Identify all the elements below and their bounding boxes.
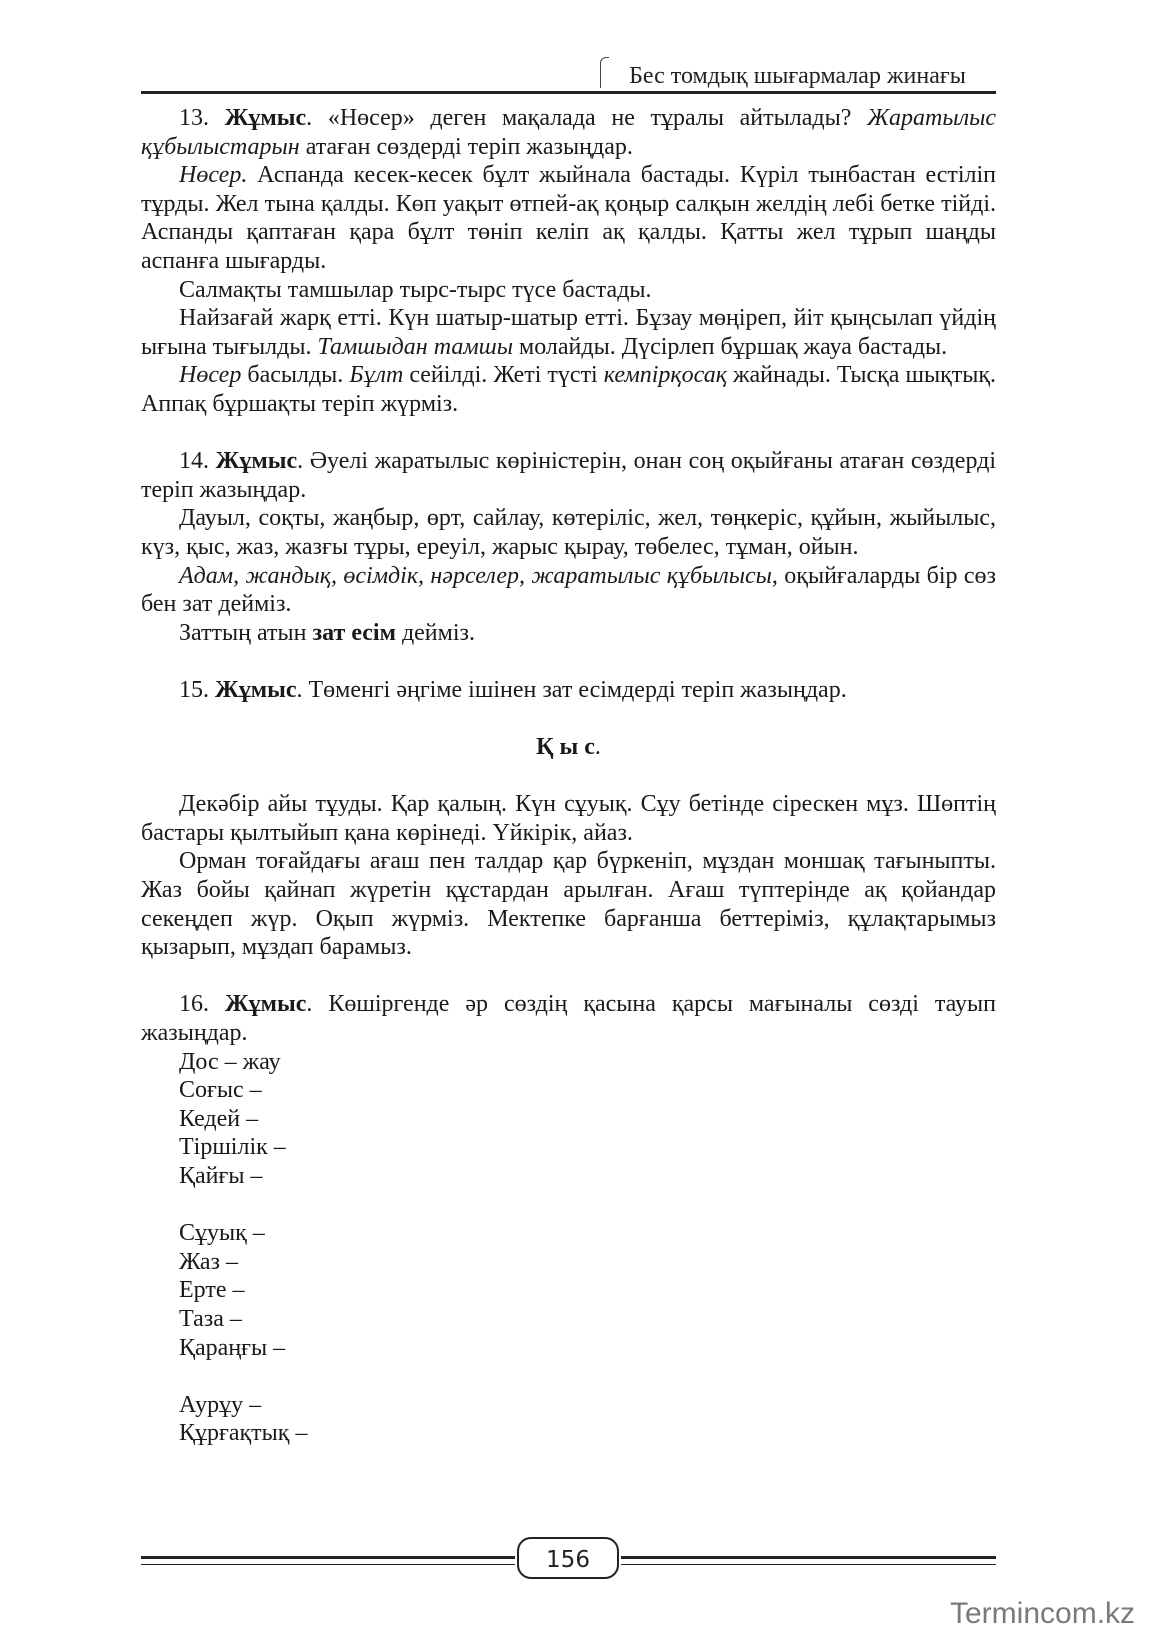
spacer: [141, 647, 996, 676]
spacer: [141, 962, 996, 991]
antonym-list-group-2: [141, 1219, 996, 1362]
task-13-instruction: 13. Жұмыс. «Нөсер» деген мақалада не тұралы айтылады? Жаратылыс құбылыстарын атаған сөздерді теріп жазыңдар.: [141, 105, 997, 160]
story-title: Қ ы с.: [536, 734, 601, 761]
task-14-instruction: 14. Жұмыс. Әуелі жаратылыс көріністерін, онан соң оқыйғаны атаған сөздерді теріп жазыңдар.: [141, 448, 997, 503]
spacer: [141, 762, 996, 791]
spacer: [141, 704, 996, 733]
list-item: Ерте –: [179, 1277, 245, 1304]
rule-paragraph: Заттың атын зат есім дейміз.: [179, 619, 475, 646]
story-paragraph: Нөсер. Аспанда кесек-кесек бұлт жыйнала бастады. Күріл тынбастан естіліп тұрды. Жел тына қалды. Көп уақыт өтпей-ақ қоңыр салқын желдің лебі бетке тійді. Аспанды қаптаған қара бұлт төніп келіп ақ қалды. Қатты жел тұрып шаңды аспанға шығарды.: [141, 162, 996, 274]
story-paragraph: Найзағай жарқ етті. Күн шатыр-шатыр етті. Бұзау мөңіреп, йіт қыңсылап үйдің ығына тығылды. Тамшыдан тамшы молайды. Дүсірлеп бұршақ жауа бастады.: [141, 305, 996, 360]
site-watermark: Termincom.kz: [950, 1597, 1136, 1630]
spacer: [141, 1191, 996, 1220]
story-paragraph: Салмақты тамшылар тырс-тырс түсе бастады.: [179, 276, 652, 303]
footer-rule-left: [141, 1556, 515, 1565]
story-paragraph: Орман тоғайдағы ағаш пен талдар қар бүркеніп, мұздан моншақ тағыныпты. Жаз бойы қайнап жүретін құстардан арылған. Ағаш түптерінде ақ қойандар секеңдеп жүр. Оқып жүрміз. Мектепке барғанша беттеріміз, құлақтарымыз қызарып, мұздап барамыз.: [141, 848, 996, 961]
list-item: Дос – жау: [179, 1048, 281, 1075]
spacer: [141, 1362, 996, 1391]
antonym-list-group-3: [141, 1391, 996, 1448]
task-label: Жұмыс: [215, 448, 298, 475]
list-item: Жаз –: [179, 1248, 239, 1275]
list-item: Қараңғы –: [179, 1334, 286, 1361]
task-16-instruction: 16. Жұмыс. Көшіргенде әр сөздің қасына қарсы мағыналы сөзді тауып жазыңдар.: [141, 991, 996, 1046]
task-number: 14.: [179, 448, 209, 475]
task-label: Жұмыс: [224, 991, 307, 1018]
page-number: 156: [517, 1537, 619, 1579]
task-label: Жұмыс: [215, 676, 297, 703]
running-header: Бес томдық шығармалар жинағы: [629, 63, 966, 89]
word-list-paragraph: Дауыл, соқты, жаңбыр, өрт, сайлау, көтеріліс, жел, төңкеріс, құйын, жыйылыс, күз, қыс, жаз, жазғы тұры, ереуіл, жарыс қырау, төбелес, тұман, ойын.: [141, 505, 996, 560]
list-item: Құрғақтық –: [179, 1420, 308, 1447]
task-number: 15.: [179, 676, 209, 703]
footer-rule-right: [621, 1556, 996, 1565]
list-item: Соғыс –: [179, 1077, 262, 1104]
task-label: Жұмыс: [224, 105, 307, 131]
task-number: 13.: [179, 105, 209, 131]
spacer: [141, 419, 996, 448]
story-paragraph: Декәбір айы тұуды. Қар қалың. Күн сұуық. Сұу бетінде сірескен мұз. Шөптің бастары қылтыйып қана көрінеді. Үйкірік, айаз.: [141, 791, 996, 846]
list-item: Аурұу –: [179, 1391, 262, 1418]
antonym-list-group-1: [141, 1048, 996, 1191]
list-item: Тіршілік –: [179, 1134, 286, 1161]
list-item: Кедей –: [179, 1105, 259, 1132]
header-rule: [141, 91, 996, 94]
task-number: 16.: [179, 991, 209, 1018]
list-item: Қайғы –: [179, 1162, 263, 1189]
page-content: [141, 104, 996, 1448]
rule-paragraph: Адам, жандық, өсімдік, нәрселер, жаратылыс құбылысы, оқыйғаларды бір сөз бен зат дейміз.: [141, 562, 996, 618]
story-paragraph: Нөсер басылды. Бұлт сейілді. Жеті түсті кемпірқосақ жайнады. Тысқа шықтық. Аппақ бұршақты теріп жүрміз.: [141, 362, 997, 417]
list-item: Сұуық –: [179, 1220, 265, 1247]
list-item: Таза –: [179, 1305, 242, 1332]
task-15-instruction: 15. Жұмыс. Төменгі әңгіме ішінен зат есімдерді теріп жазыңдар.: [179, 676, 847, 703]
